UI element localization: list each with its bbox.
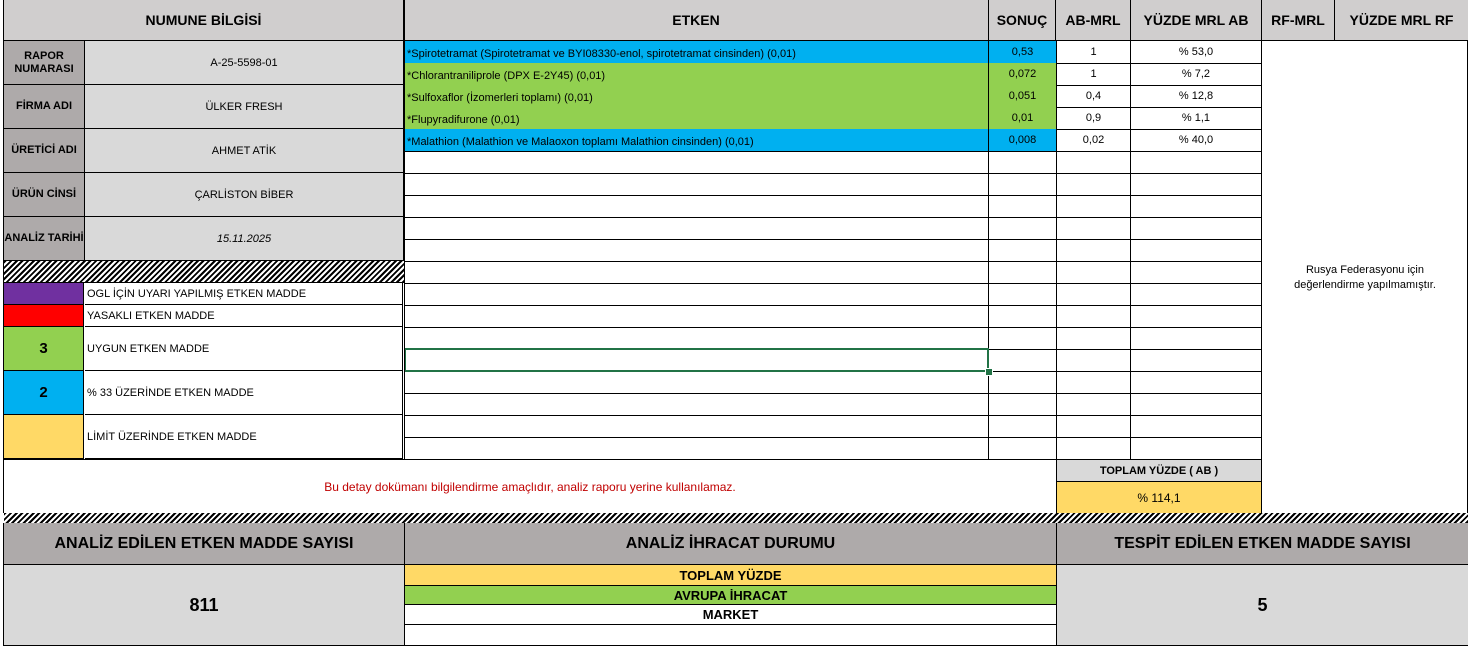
legend-swatch-ogl	[4, 283, 84, 305]
grid-line	[404, 217, 1262, 218]
ab-mrl-cell[interactable]: 1	[1090, 68, 1097, 80]
etken-cell[interactable]: *Flupyradifurone (0,01)	[405, 107, 988, 129]
info-label-firma: FİRMA ADI	[4, 85, 85, 129]
hatch-separator-left	[4, 261, 404, 283]
grid-line	[404, 437, 1262, 438]
grid-line	[404, 283, 1262, 284]
ab-mrl-cell[interactable]: 0,9	[1085, 112, 1102, 124]
legend-text-ogl: OGL İÇİN UYARI YAPILMIŞ ETKEN MADDE	[85, 283, 403, 305]
header-etken: ETKEN	[404, 0, 989, 41]
info-label-tarih: ANALİZ TARİHİ	[4, 217, 85, 261]
ihracat-label: ANALİZ İHRACAT DURUMU	[405, 523, 1057, 565]
grid-line	[404, 239, 1262, 240]
yuzde-ab-cell[interactable]: % 40,0	[1178, 134, 1214, 146]
ihracat-avrupa[interactable]: AVRUPA İHRACAT	[405, 586, 1057, 605]
grid-line	[1261, 41, 1262, 513]
legend-text-uygun: UYGUN ETKEN MADDE	[85, 327, 403, 371]
header-yuzde-mrl-rf: YÜZDE MRL RF	[1335, 0, 1468, 41]
etken-cell[interactable]: *Sulfoxaflor (İzomerleri toplamı) (0,01)	[405, 85, 988, 107]
legend-swatch-33: 2	[4, 371, 84, 415]
disclaimer-text: Bu detay dokümanı bilgilendirme amaçlıdır, analiz raporu yerine kullanılamaz.	[324, 479, 736, 494]
grid-line	[404, 327, 1262, 328]
fill-handle[interactable]	[985, 368, 993, 376]
info-label-rapor: RAPOR NUMARASI	[4, 41, 85, 85]
info-value-firma[interactable]: ÜLKER FRESH	[85, 85, 404, 129]
info-value-uretici[interactable]: AHMET ATİK	[85, 129, 404, 173]
tespit-value[interactable]: 5	[1057, 565, 1468, 646]
grid-line	[404, 305, 1262, 306]
info-value-urun[interactable]: ÇARLİSTON BİBER	[85, 173, 404, 217]
grid-line	[404, 151, 1262, 152]
rf-note: Rusya Federasyonu için değerlendirme yapılmamıştır.	[1294, 264, 1436, 291]
ab-mrl-cell[interactable]: 0,02	[1082, 134, 1105, 146]
selected-cell[interactable]	[404, 348, 989, 372]
sonuc-cell[interactable]: 0,008	[989, 129, 1056, 151]
hatch-separator-bottom	[4, 513, 1468, 523]
etken-cell[interactable]: *Malathion (Malathion ve Malaoxon toplamı Malathion cinsinden) (0,01)	[405, 129, 988, 151]
yuzde-ab-cell[interactable]: % 1,1	[1181, 112, 1211, 124]
ihracat-toplam[interactable]: TOPLAM YÜZDE	[405, 565, 1057, 586]
header-yuzde-mrl-ab: YÜZDE MRL AB	[1131, 0, 1262, 41]
sonuc-cell[interactable]: 0,072	[989, 63, 1056, 85]
analiz-value[interactable]: 811	[4, 565, 405, 646]
ab-mrl-cell[interactable]: 0,4	[1085, 90, 1102, 102]
info-label-urun: ÜRÜN CİNSİ	[4, 173, 85, 217]
grid-line	[404, 393, 1262, 394]
grid-line	[404, 0, 405, 460]
yuzde-ab-cell[interactable]: % 53,0	[1178, 46, 1214, 58]
legend-swatch-yasakli	[4, 305, 84, 327]
header-ab-mrl: AB-MRL	[1056, 0, 1131, 41]
ab-mrl-cell[interactable]: 1	[1090, 46, 1097, 58]
info-label-uretici: ÜRETİCİ ADI	[4, 129, 85, 173]
ihracat-empty[interactable]	[405, 625, 1057, 646]
header-rf-mrl: RF-MRL	[1262, 0, 1335, 41]
grid-line	[404, 195, 1262, 196]
grid-line	[404, 415, 1262, 416]
legend-text-limit: LİMİT ÜZERİNDE ETKEN MADDE	[85, 415, 403, 459]
legend-text-yasakli: YASAKLI ETKEN MADDE	[85, 305, 403, 327]
grid-line	[404, 261, 1262, 262]
legend-text-33: % 33 ÜZERİNDE ETKEN MADDE	[85, 371, 403, 415]
header-sonuc: SONUÇ	[989, 0, 1056, 41]
info-value-tarih[interactable]: 15.11.2025	[85, 217, 404, 261]
total-label: TOPLAM YÜZDE ( AB )	[1057, 460, 1261, 482]
total-value[interactable]: % 114,1	[1057, 482, 1261, 513]
legend-swatch-limit	[4, 415, 84, 459]
sonuc-cell[interactable]: 0,53	[989, 41, 1056, 63]
info-value-rapor[interactable]: A-25-5598-01	[85, 41, 404, 85]
grid-line	[3, 0, 4, 513]
etken-cell[interactable]: *Chlorantraniliprole (DPX E-2Y45) (0,01)	[405, 63, 988, 85]
yuzde-ab-cell[interactable]: % 7,2	[1181, 68, 1211, 80]
legend-swatch-uygun: 3	[4, 327, 84, 371]
grid-line	[404, 173, 1262, 174]
analiz-label: ANALİZ EDİLEN ETKEN MADDE SAYISI	[4, 523, 405, 565]
grid-line	[3, 523, 4, 646]
header-numune: NUMUNE BİLGİSİ	[4, 0, 404, 41]
sonuc-cell[interactable]: 0,01	[989, 107, 1056, 129]
sonuc-cell[interactable]: 0,051	[989, 85, 1056, 107]
ihracat-market[interactable]: MARKET	[405, 605, 1057, 625]
etken-cell[interactable]: *Spirotetramat (Spirotetramat ve BYI08330-enol, spirotetramat cinsinden) (0,01)	[405, 41, 988, 63]
yuzde-ab-cell[interactable]: % 12,8	[1178, 90, 1214, 102]
tespit-label: TESPİT EDİLEN ETKEN MADDE SAYISI	[1057, 523, 1468, 565]
